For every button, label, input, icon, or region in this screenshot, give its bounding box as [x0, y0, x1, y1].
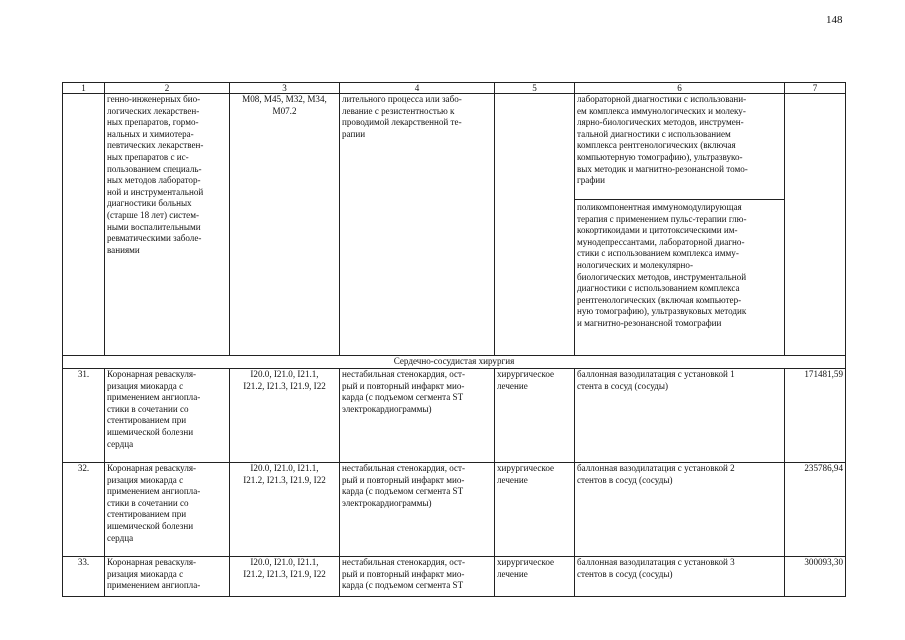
table-row: [63, 557, 846, 597]
section-header-row: [63, 356, 846, 369]
column-header: 4: [340, 83, 495, 94]
treatment-type-cell: хирургическое лечение: [495, 369, 575, 463]
treatment-method-part: лабораторной диагностики с использовани- ем комплекса иммунологических и молеку- лярно-биологических методов, инструмен- тальной диагностики с использованием комплекса рентгенологических (включая компьютерную томографию), ультразвуко- вых методик и магнитно-резонансной томо- графии: [577, 94, 748, 186]
treatment-type-cell: хирургическое лечение: [495, 557, 575, 597]
care-type-cell: Коронарная реваскуля- ризация миокарда с применением ангиопла- стики в сочетании со стентированием при ишемической болезни сердца: [105, 369, 230, 463]
treatment-method-part: поликомпонентная иммуномодулирующая терапия с применением пульс-терапии глю- кокортикоидами и цитотоксическими им- мунодепрессантами, лабораторной диагно- стики с использованием комплекса имму- нологических и молекулярно- биологических методов, инструментальной диагностики с использованием комплекса рентгенологических (включая компьютер- ную томографию), ультразвуковых методик и магнитно-резонансной томографии: [575, 199, 784, 330]
patient-model-cell: нестабильная стенокардия, ост- рый и повторный инфаркт мио- карда (с подъемом сегмента ST электрокардиограммы): [340, 463, 495, 557]
row-number-cell: 31.: [63, 369, 105, 463]
continued-row: [63, 94, 846, 356]
cost-cell: [785, 94, 846, 356]
column-header: 3: [230, 83, 340, 94]
patient-model-cell: лительного процесса или забо- левание с резистентностью к проводимой лекарственной те- рапии: [340, 94, 495, 356]
table-row: [63, 369, 846, 463]
diagnosis-codes-cell: I20.0, I21.0, I21.1, I21.2, I21.3, I21.9, I22: [230, 463, 340, 557]
treatment-type-cell: хирургическое лечение: [495, 463, 575, 557]
care-type-cell: генно-инженерных био- логических лекарствен- ных препаратов, гормо- нальных и химиотера- певтических лекарствен- ных препаратов с ис- пользованием специаль- ных методов лаборатор- ной и инструментальной диагностики больных (старше 18 лет) систем- ными воспалительными ревматическими заболе- ваниями: [105, 94, 230, 356]
care-type-cell: Коронарная реваскуля- ризация миокарда с применением ангиопла-: [105, 557, 230, 597]
row-number-cell: 32.: [63, 463, 105, 557]
treatment-type-cell: [495, 94, 575, 356]
diagnosis-codes-cell: I20.0, I21.0, I21.1, I21.2, I21.3, I21.9, I22: [230, 369, 340, 463]
diagnosis-codes-cell: M08, M45, M32, M34, M07.2: [230, 94, 340, 356]
treatment-method-cell: баллонная вазодилатация с установкой 3 стентов в сосуд (сосуды): [575, 557, 785, 597]
column-header: 7: [785, 83, 846, 94]
table-row: [63, 463, 846, 557]
column-header: 2: [105, 83, 230, 94]
patient-model-cell: нестабильная стенокардия, ост- рый и повторный инфаркт мио- карда (с подъемом сегмента ST: [340, 557, 495, 597]
patient-model-cell: нестабильная стенокардия, ост- рый и повторный инфаркт мио- карда (с подъемом сегмента ST электрокардиограммы): [340, 369, 495, 463]
care-type-cell: Коронарная реваскуля- ризация миокарда с применением ангиопла- стики в сочетании со стентированием при ишемической болезни сердца: [105, 463, 230, 557]
cost-cell: 235786,94: [785, 463, 846, 557]
page-number: 148: [826, 14, 843, 26]
row-number-cell: 33.: [63, 557, 105, 597]
section-title: Сердечно-сосудистая хирургия: [63, 356, 846, 369]
treatment-method-cell: баллонная вазодилатация с установкой 2 стентов в сосуд (сосуды): [575, 463, 785, 557]
treatment-method-cell: [575, 94, 785, 356]
column-header: 5: [495, 83, 575, 94]
procedures-table: [62, 82, 846, 597]
cost-cell: 300093,30: [785, 557, 846, 597]
treatment-method-cell: баллонная вазодилатация с установкой 1 стента в сосуд (сосуды): [575, 369, 785, 463]
row-number-cell: [63, 94, 105, 356]
column-header: 6: [575, 83, 785, 94]
column-header: 1: [63, 83, 105, 94]
diagnosis-codes-cell: I20.0, I21.0, I21.1, I21.2, I21.3, I21.9, I22: [230, 557, 340, 597]
column-number-row: [63, 83, 846, 94]
cost-cell: 171481,59: [785, 369, 846, 463]
